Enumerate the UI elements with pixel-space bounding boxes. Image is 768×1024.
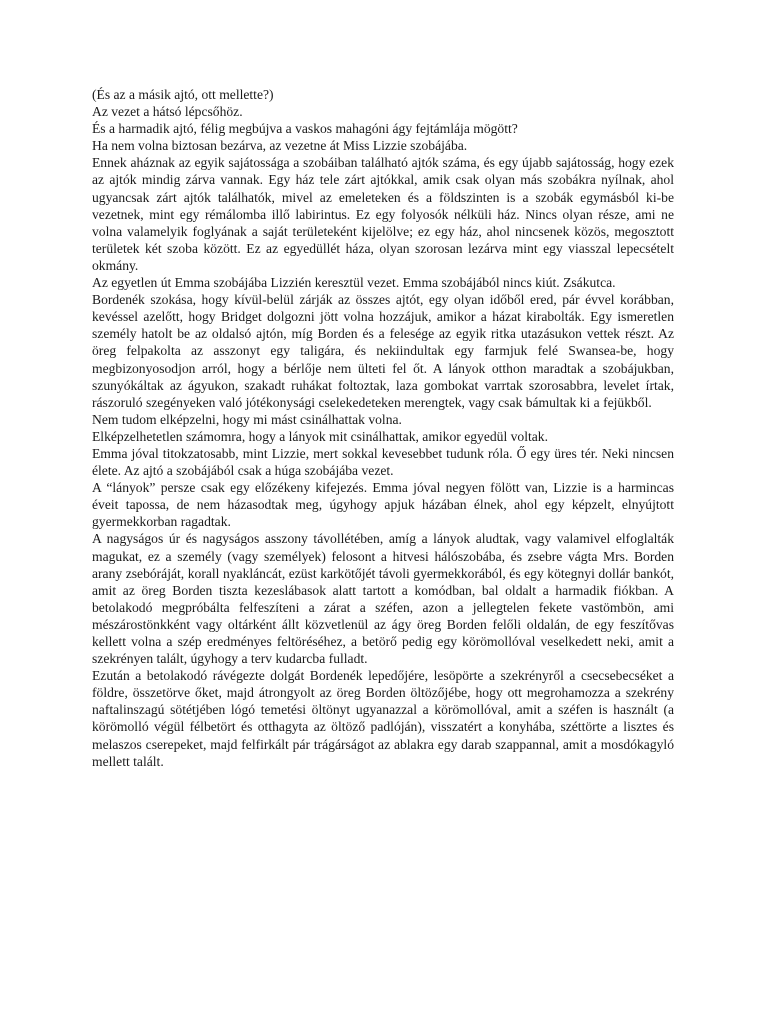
paragraph-12: A nagyságos úr és nagyságos asszony távollétében, amíg a lányok aludtak, vagy valamivel elfoglalták magukat, ez a személy (vagy személyek) felosont a hitvesi hálószobába, és zsebre vágta Mrs. Borden arany zsebóráját, korall nyakláncát, ezüst karkötőjét távoli gyermekkorából, és egy kötegnyi dollár bankót, amit az öreg Borden tiszta kezeslábasok alatt tartott a komódban, bal oldalt a harmadik fiókban. A betolakodó megpróbálta felfeszíteni a zárat a széfen, azon a jellegtelen fekete vastömbön, ami mészárostönkként vagy oltárként állt közvetlenül az ágy öreg Borden felőli oldalán, de egy feszítővas kellett volna a szép eredményes feltöréséhez, a betörő pedig egy körömollóval veselkedett neki, amit a szekrényen talált, úgyhogy a terv kudarcba fulladt.: [92, 531, 674, 667]
paragraph-2: Az vezet a hátsó lépcsőhöz.: [92, 104, 243, 120]
paragraph-8: Nem tudom elképzelni, hogy mi mást csinálhattak volna.: [92, 411, 402, 427]
paragraph-6: Az egyetlen út Emma szobájába Lizzién keresztül vezet. Emma szobájából nincs kiút. Zsákutca.: [92, 275, 616, 291]
paragraph-5: Ennek aháznak az egyik sajátossága a szobáiban található ajtók száma, és egy újabb sajátosság, hogy ezek az ajtók mindig zárva vannak. Egy ház tele zárt ajtókkal, amik csak olyan más szobákra nyílnak, ahol ugyancsak zárt ajtók találhatók, mivel az emeleteken és a földszinten is a szobák egymásból ki-be vezetnek, mint egy rémálomba illő labirintus. Ez egy folyosók nélküli ház. Nincs olyan része, ami ne volna valamelyik foglyának a saját területeként kijelölve; ez egy ház, ahol nincsenek közös, megosztott területek két szoba között. Ez az egyedüllét háza, olyan szorosan lezárva mint egy viasszal lepecsételt okmány.: [92, 155, 674, 273]
paragraph-10: Emma jóval titokzatosabb, mint Lizzie, mert sokkal kevesebbet tudunk róla. Ő egy üres tér. Neki nincsen élete. Az ajtó a szobájából csak a húga szobájába vezet.: [92, 445, 674, 479]
paragraph-3: És a harmadik ajtó, félig megbújva a vaskos mahagóni ágy fejtámlája mögött?: [92, 121, 518, 137]
paragraph-11: A “lányok” persze csak egy előzékeny kifejezés. Emma jóval negyen fölött van, Lizzie is a harmincas éveit tapossa, de nem házasodtak meg, úgyhogy apjuk házában élnek, ahol egy képzelt, elnyújtott gyermekkorban ragadtak.: [92, 480, 674, 530]
document-page: [92, 86, 674, 770]
paragraph-1: (És az a másik ajtó, ott mellette?): [92, 87, 274, 102]
paragraph-9: Elképzelhetetlen számomra, hogy a lányok mit csinálhattak, amikor egyedül voltak.: [92, 428, 549, 444]
paragraph-7: Bordenék szokása, hogy kívül-belül zárják az összes ajtót, egy olyan időből ered, pár évvel korábban, kevéssel azelőtt, hogy Bridget dolgozni jött volna hozzájuk, amikor a házat kirabolták. Egy ismeretlen személy hatolt be az oldalsó ajtón, míg Borden és a felesége az egyik ritka utazásukon vettek részt. Az öreg felpakolta az asszonyt egy taligára, és nekiindultak egy farmjuk felé Swansea-be, hogy megbizonyosodjon arról, hogy a bérlője nem ülteti fel őt. A lányok otthon maradtak a szobájukban, szunyókáltak az ágyukon, szakadt ruhákat foltoztak, laza gombokat varrtak szorosabbra, levelet írtak, rászoruló szegényeken való jótékonysági cselekedeteken merengtek, vagy csak bámultak ki a fejükből.: [92, 292, 674, 410]
paragraph-13: Ezután a betolakodó rávégezte dolgát Bordenék lepedőjére, lesöpörte a szekrényről a csecsebecséket a földre, összetörve őket, majd átrongyolt az öreg Borden öltözőjébe, hogy ott megrohamozza a szekrény naftalinszagú sötétjében lógó temetési öltönyt ugyanazzal a körömollóval, amit a széfen is használt (a körömolló végül félbetört és otthagyta az öltöző padlóján), visszatért a konyhába, széttörte a lisztes és melaszos cserepeket, majd felfirkált pár trágárságot az ablakra egy darab szappannal, amit a mosdókagyló mellett talált.: [92, 668, 674, 769]
paragraph-4: Ha nem volna biztosan bezárva, az vezetne át Miss Lizzie szobájába.: [92, 138, 468, 154]
